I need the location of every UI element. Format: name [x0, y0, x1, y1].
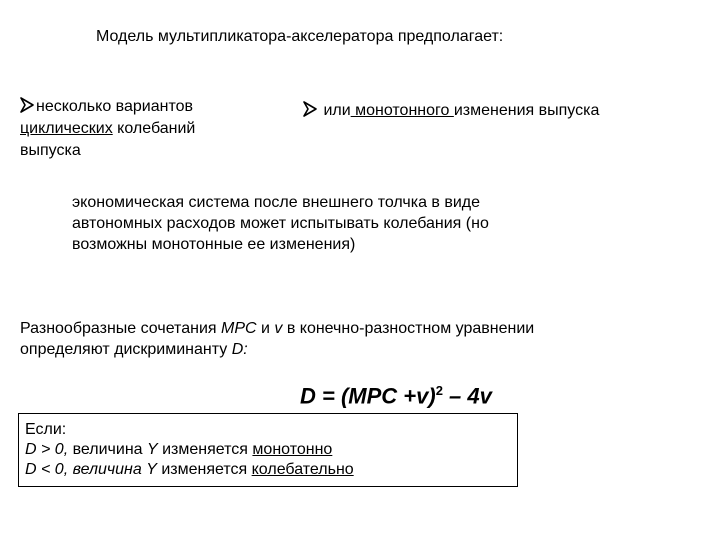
cond1-y: Y	[147, 441, 158, 458]
cond1-mid: величина	[68, 441, 147, 458]
box-line1: Если:	[25, 421, 67, 438]
discriminant-formula	[300, 383, 492, 409]
cond2-var: D < 0, величина	[25, 461, 147, 478]
bullet-cyclical-line2: колебаний	[112, 120, 196, 137]
cond2-y: Y	[146, 461, 157, 478]
formula-left: D = (MPC +v)	[300, 383, 436, 409]
paragraph1-line1: экономическая система после внешнего толчка в виде	[72, 194, 481, 211]
bullet-cyclical-underlined: циклических	[20, 120, 113, 137]
cond1-text: изменяется	[157, 441, 253, 458]
discriminant-paragraph	[20, 318, 710, 360]
bullet-cyclical	[20, 96, 260, 162]
cond2-text: изменяется	[156, 461, 252, 478]
paragraph1-line3: возможны монотонные ее изменения)	[72, 236, 356, 253]
arrow-bullet-icon	[20, 97, 34, 113]
paragraph2-v: v	[274, 320, 283, 337]
paragraph2-d: D:	[231, 341, 248, 358]
paragraph2-part2: и	[256, 320, 275, 337]
bullet-monotonic-underlined: монотонного	[350, 102, 454, 119]
bullet-cyclical-line3: выпуска	[20, 142, 81, 159]
economic-system-paragraph	[72, 192, 632, 255]
formula-right: – 4v	[442, 383, 492, 409]
bullet-monotonic-suffix: изменения выпуска	[453, 102, 600, 119]
paragraph2-part3: в конечно-разностном уравнении	[282, 320, 535, 337]
paragraph2-mpc: MPC	[220, 320, 257, 337]
formula-exponent: 2	[435, 383, 443, 398]
cond2-underlined: колебательно	[251, 461, 354, 478]
cond1-var: D > 0,	[25, 441, 69, 458]
bullet-monotonic	[303, 101, 599, 120]
bullet-cyclical-line1: несколько вариантов	[36, 98, 193, 115]
arrow-bullet-icon	[303, 101, 317, 117]
bullet-monotonic-prefix: или	[323, 102, 351, 119]
paragraph2-part1: Разнообразные сочетания	[20, 320, 221, 337]
slide-title: Модель мультипликатора-акселератора предполагает:	[96, 28, 504, 45]
cond1-underlined: монотонно	[252, 441, 333, 458]
paragraph2-line2: определяют дискриминанту	[20, 341, 232, 358]
conditions-box	[18, 413, 518, 487]
paragraph1-line2: автономных расходов может испытывать колебания (но	[72, 215, 489, 232]
